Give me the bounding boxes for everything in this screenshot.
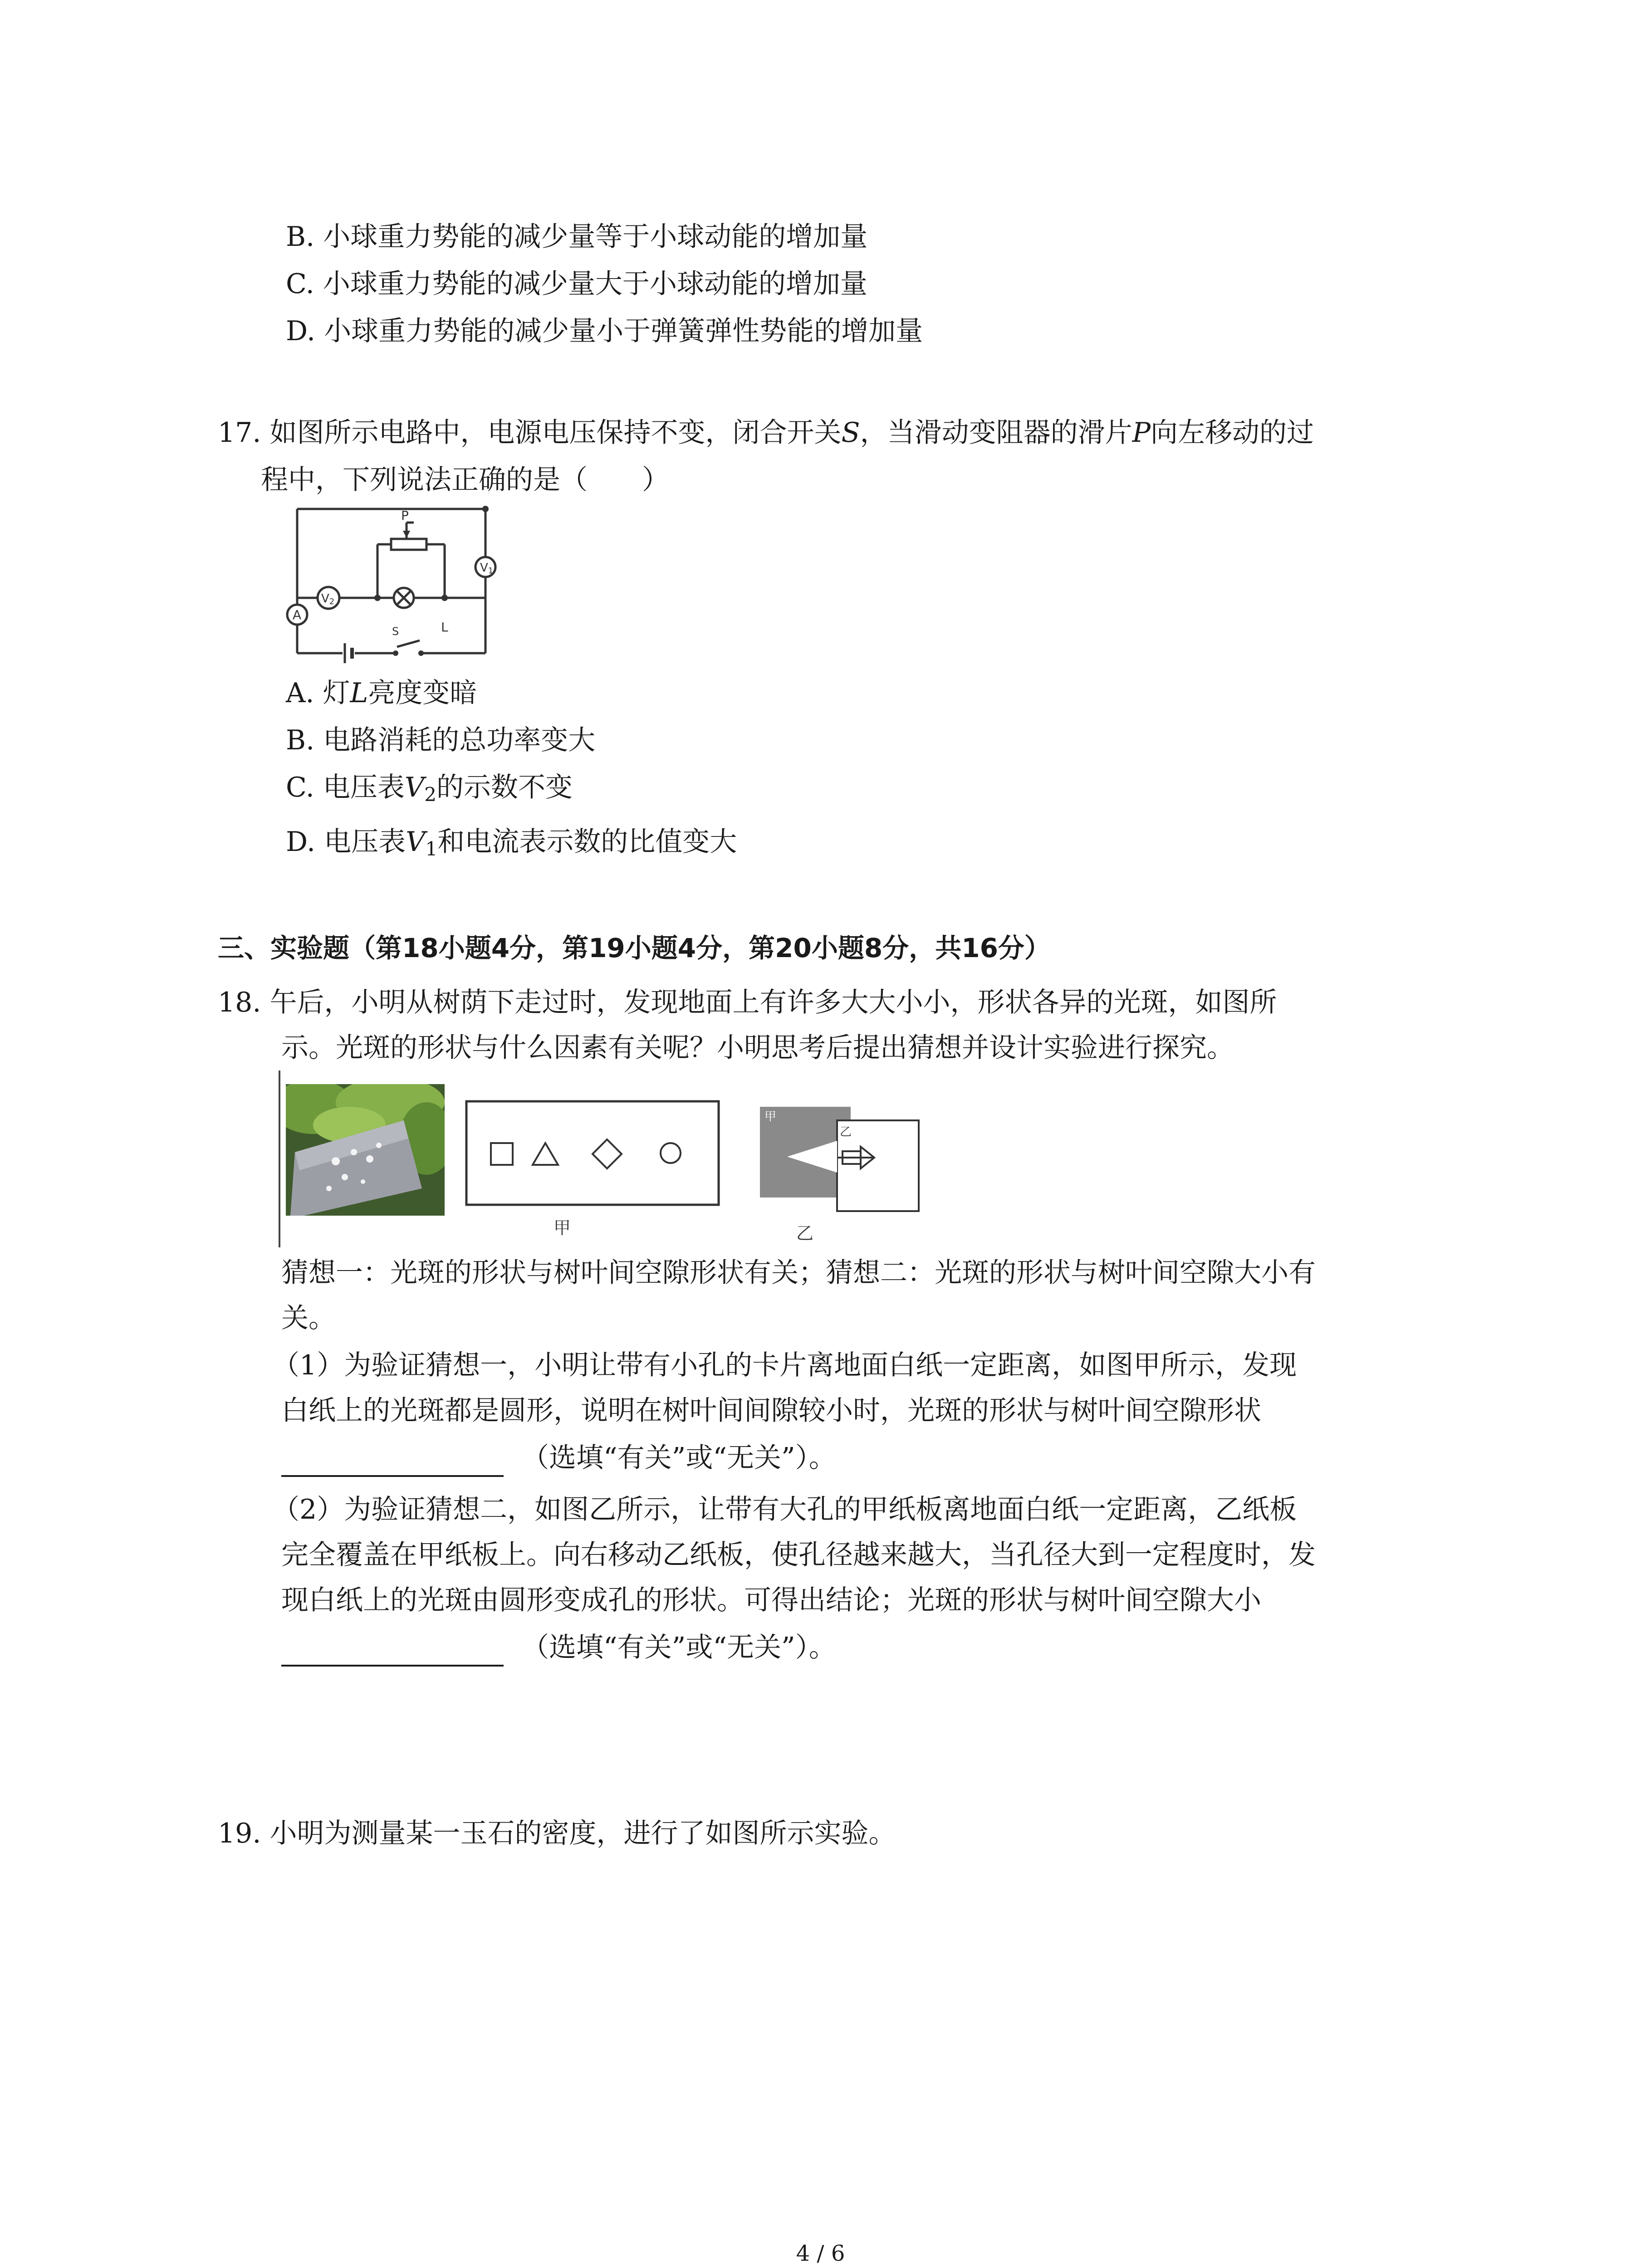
q17-stem-line1: 17. 如图所示电路中，电源电压保持不变，闭合开关S，当滑动变阻器的滑片P向左移动的过 <box>218 417 1314 449</box>
q18-stem-line2: 示。光斑的形状与什么因素有关呢？小明思考后提出猜想并设计实验进行探究。 <box>281 1032 1234 1064</box>
figure-yi-label: 乙 <box>796 1223 814 1243</box>
circuit-label-l: L <box>441 620 448 635</box>
circuit-diagram <box>272 499 508 671</box>
circuit-label-v1: V1 <box>480 561 494 576</box>
q17-option-d: D. 电压表$V_1$和电流表示数的比值变大 <box>286 826 737 860</box>
page-number: 4 / 6 <box>796 2241 845 2266</box>
section-3-heading: 三、实验题（第18小题4分，第19小题4分，第20小题8分，共16分） <box>218 933 1051 963</box>
q17-option-a: A. 灯L亮度变暗 <box>286 677 477 709</box>
q18-part1-line2: 白纸上的光斑都是圆形，说明在树叶间间隙较小时，光斑的形状与树叶间空隙形状 <box>281 1395 1261 1427</box>
figure-yi <box>755 1102 928 1252</box>
q18-part2-line3: 现白纸上的光斑由圆形变成孔的形状。可得出结论；光斑的形状与树叶间空隙大小 <box>281 1584 1261 1616</box>
q17-stem-line2: 程中，下列说法正确的是（ ） <box>261 464 669 496</box>
answer-blank-2[interactable] <box>281 1637 504 1667</box>
figure-yi-inner-yi: 乙 <box>840 1125 852 1139</box>
circuit-label-s: S <box>392 625 399 638</box>
q17-option-c: C. 电压表$V_2$的示数不变 <box>286 772 573 806</box>
q16-option-b: B. 小球重力势能的减少量等于小球动能的增加量 <box>286 221 868 253</box>
q16-option-c: C. 小球重力势能的减少量大于小球动能的增加量 <box>286 268 867 300</box>
figure-yi-inner-jia: 甲 <box>764 1110 777 1124</box>
q18-part1-line1: （1）为验证猜想一，小明让带有小孔的卡片离地面白纸一定距离，如图甲所示，发现 <box>272 1349 1297 1381</box>
q18-stem-line1: 18. 午后，小明从树荫下走过时，发现地面上有许多大大小小，形状各异的光斑，如图所 <box>218 987 1277 1018</box>
circuit-label-a: A <box>293 607 302 622</box>
figure-jia <box>463 1098 726 1252</box>
q18-hypothesis-line1: 猜想一：光斑的形状与树叶间空隙形状有关；猜想二：光斑的形状与树叶间空隙大小有 <box>281 1257 1316 1289</box>
tree-shadow-photo <box>286 1084 445 1216</box>
q18-part2-line4: （选填“有关”或“无关”）。 <box>281 1628 836 1667</box>
q19-stem: 19. 小明为测量某一玉石的密度，进行了如图所示实验。 <box>218 1818 896 1849</box>
figure-left-rule <box>279 1070 280 1247</box>
circuit-label-v2: V2 <box>321 592 335 606</box>
q18-hypothesis-line2: 关。 <box>281 1302 336 1334</box>
q17-option-b: B. 电路消耗的总功率变大 <box>286 724 596 756</box>
answer-blank-1[interactable] <box>281 1448 504 1477</box>
figure-jia-label: 甲 <box>554 1218 571 1238</box>
q18-part1-line3: （选填“有关”或“无关”）。 <box>281 1439 836 1477</box>
q18-part2-line1: （2）为验证猜想二，如图乙所示，让带有大孔的甲纸板离地面白纸一定距离，乙纸板 <box>272 1494 1297 1525</box>
q16-option-d: D. 小球重力势能的减少量小于弹簧弹性势能的增加量 <box>286 315 923 347</box>
circuit-label-p: P <box>401 508 409 523</box>
q18-part2-line2: 完全覆盖在甲纸板上。向右移动乙纸板，使孔径越来越大，当孔径大到一定程度时，发 <box>281 1539 1316 1571</box>
